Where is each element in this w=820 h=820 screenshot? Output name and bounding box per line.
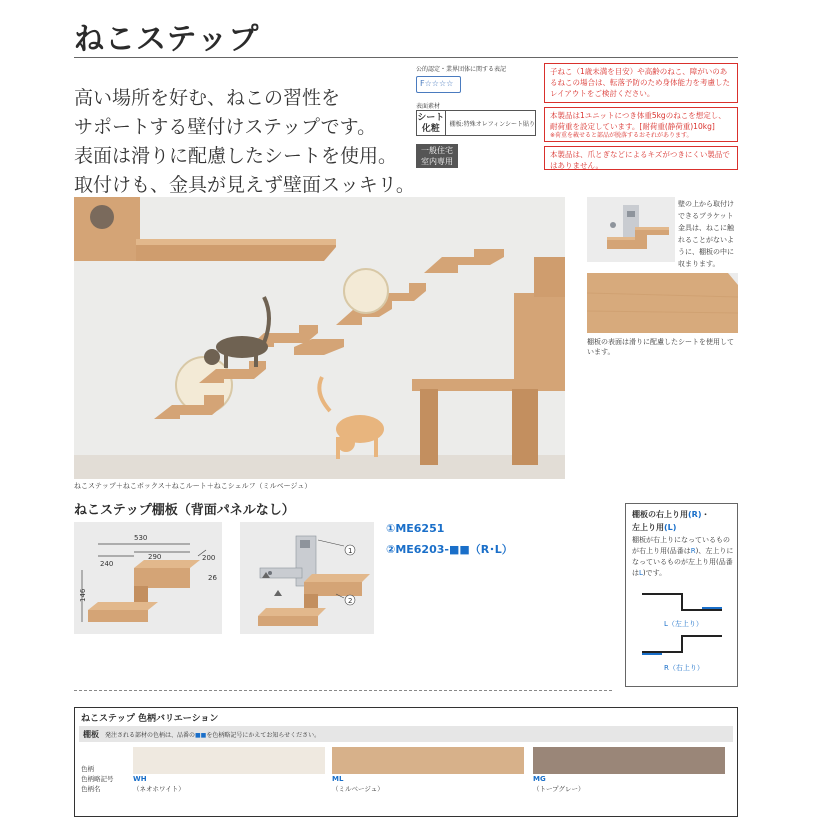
dim-240: 240 — [100, 560, 114, 568]
variation-bar — [79, 726, 733, 742]
page-title: ねこステップ — [74, 22, 260, 57]
lr-orientation-panel — [625, 503, 738, 687]
callout-1: 1 — [348, 547, 353, 555]
swatch-name: （ネオホワイト） — [133, 785, 185, 793]
indoor-badge-line: 一般住宅 — [421, 146, 453, 155]
surface-illustration — [587, 273, 738, 333]
section-divider — [74, 690, 612, 691]
dim-290: 290 — [148, 553, 162, 561]
lr-title-part: 棚板の右上り用 — [632, 510, 688, 519]
lr-diagram — [626, 582, 739, 686]
row-label-name: 色柄名 — [81, 785, 101, 793]
intro-line: 取付けも、金具が見えず壁面スッキリ。 — [74, 174, 415, 196]
dimension-illustration — [74, 522, 222, 634]
lr-title — [632, 508, 736, 534]
lr-text-r: R — [690, 547, 696, 555]
variation-note — [105, 730, 320, 739]
sheet-badge-line: シート — [417, 113, 445, 123]
parts-figure — [240, 522, 374, 634]
swatch-code: MG — [533, 775, 546, 783]
warning-scratch: 本製品は、爪とぎなどによるキズがつきにくい製品ではありません。 — [544, 146, 738, 170]
bracket-description: 壁の上から取付けできるブラケット金具は、ねこに触れることがないように、棚板の中に収まります。 — [678, 200, 734, 268]
intro-line: サポートする壁付けステップです。 — [74, 116, 377, 138]
warning-load-text: 本製品は1ユニットにつき体重5kgのねこを想定し、耐荷重を設定しています。[耐荷重(静荷重)10kg] — [550, 111, 726, 131]
row-label-code: 色柄略記号 — [81, 775, 114, 783]
lr-description — [632, 535, 736, 579]
variation-bar-label: 棚板 — [83, 729, 99, 739]
warning-load — [544, 107, 738, 142]
lr-title-part: 左上り用 — [632, 523, 664, 532]
callout-2: 2 — [348, 597, 353, 605]
lr-title-part: ・ — [701, 510, 710, 519]
lr-label-l: L（左上り） — [664, 620, 703, 628]
parts-illustration — [240, 522, 374, 634]
swatch-name: （ミルベージュ） — [332, 785, 384, 793]
surface-material-label: 表面素材 — [416, 103, 441, 110]
variation-note-part: を色柄略記号にかえてお知らせください。 — [206, 731, 321, 739]
swatch-name: （トープグレー） — [533, 785, 585, 793]
lr-text-part: )、左上りになっているものが左上り用(品番は — [632, 547, 734, 577]
sheet-finish-description: 棚板:特殊オレフィンシート貼り — [449, 120, 535, 128]
bracket-illustration — [587, 197, 675, 262]
surface-photo — [587, 273, 738, 333]
warning-kitten: 子ねこ（1歳未満を目安）や高齢のねこ、障がいのあるねこの場合は、転落予防のため身体能力を考慮したレイアウトをご検討ください。 — [544, 63, 738, 103]
dimension-figure — [74, 522, 222, 634]
intro-line: 表面は滑りに配慮したシートを使用。 — [74, 145, 398, 167]
lr-title-l: (L) — [664, 523, 677, 532]
swatch-ml — [332, 747, 524, 774]
surface-description: 棚板の表面は滑りに配慮したシートを使用しています。 — [587, 338, 734, 356]
lr-text-part: )です。 — [642, 569, 667, 577]
dim-146: 146 — [79, 588, 87, 602]
intro-text — [74, 84, 415, 200]
sheet-badge-line: 化粧 — [421, 124, 440, 134]
variation-title: ねこステップ 色柄バリエーション — [81, 714, 219, 724]
bracket-photo — [587, 197, 675, 262]
intro-line: 高い場所を好む、ねこの習性を — [74, 87, 341, 109]
dim-530: 530 — [134, 534, 148, 542]
variation-note-part: 発注される部材の色柄は、品番の — [105, 731, 196, 739]
product-title: ねこステップ棚板（背面パネルなし） — [74, 503, 295, 518]
dim-26: 26 — [208, 574, 217, 582]
indoor-badge-line: 室内専用 — [421, 157, 453, 166]
swatch-code: WH — [133, 775, 147, 783]
warning-load-note: ※荷重を載せると部品が脱落するおそれがあります。 — [550, 132, 693, 139]
title-divider — [74, 57, 738, 58]
swatch-mg — [533, 747, 725, 774]
photo-caption: ねこステップ＋ねこボックス＋ねこルート＋ねこシェルフ（ミルベージュ） — [74, 482, 312, 490]
cert-heading: 公的認定・業界団体に関する表記 — [416, 66, 507, 73]
lr-text-part: 棚板が右上りになっているものが右上り用(品番は — [632, 536, 730, 555]
f-star-rating-badge: F☆☆☆☆ — [416, 76, 461, 93]
swatch-wh — [133, 747, 325, 774]
lr-label-r: R（右上り） — [664, 664, 704, 672]
lr-text-l: L — [639, 569, 643, 577]
dim-200: 200 — [202, 554, 216, 562]
product-code-2: ②ME6203-■■（R･L） — [386, 543, 513, 556]
sheet-finish-badge — [417, 111, 446, 135]
product-code-1: ①ME6251 — [386, 522, 445, 535]
indoor-use-badge — [416, 144, 458, 168]
sheet-finish-box — [416, 110, 536, 136]
variation-note-squares: ■■ — [195, 731, 207, 739]
main-photo — [74, 197, 565, 479]
lr-title-r: (R) — [688, 510, 702, 519]
color-variation-box — [74, 707, 738, 817]
cat-steps-illustration — [74, 197, 565, 479]
row-label-color: 色柄 — [81, 765, 94, 773]
swatch-code: ML — [332, 775, 344, 783]
